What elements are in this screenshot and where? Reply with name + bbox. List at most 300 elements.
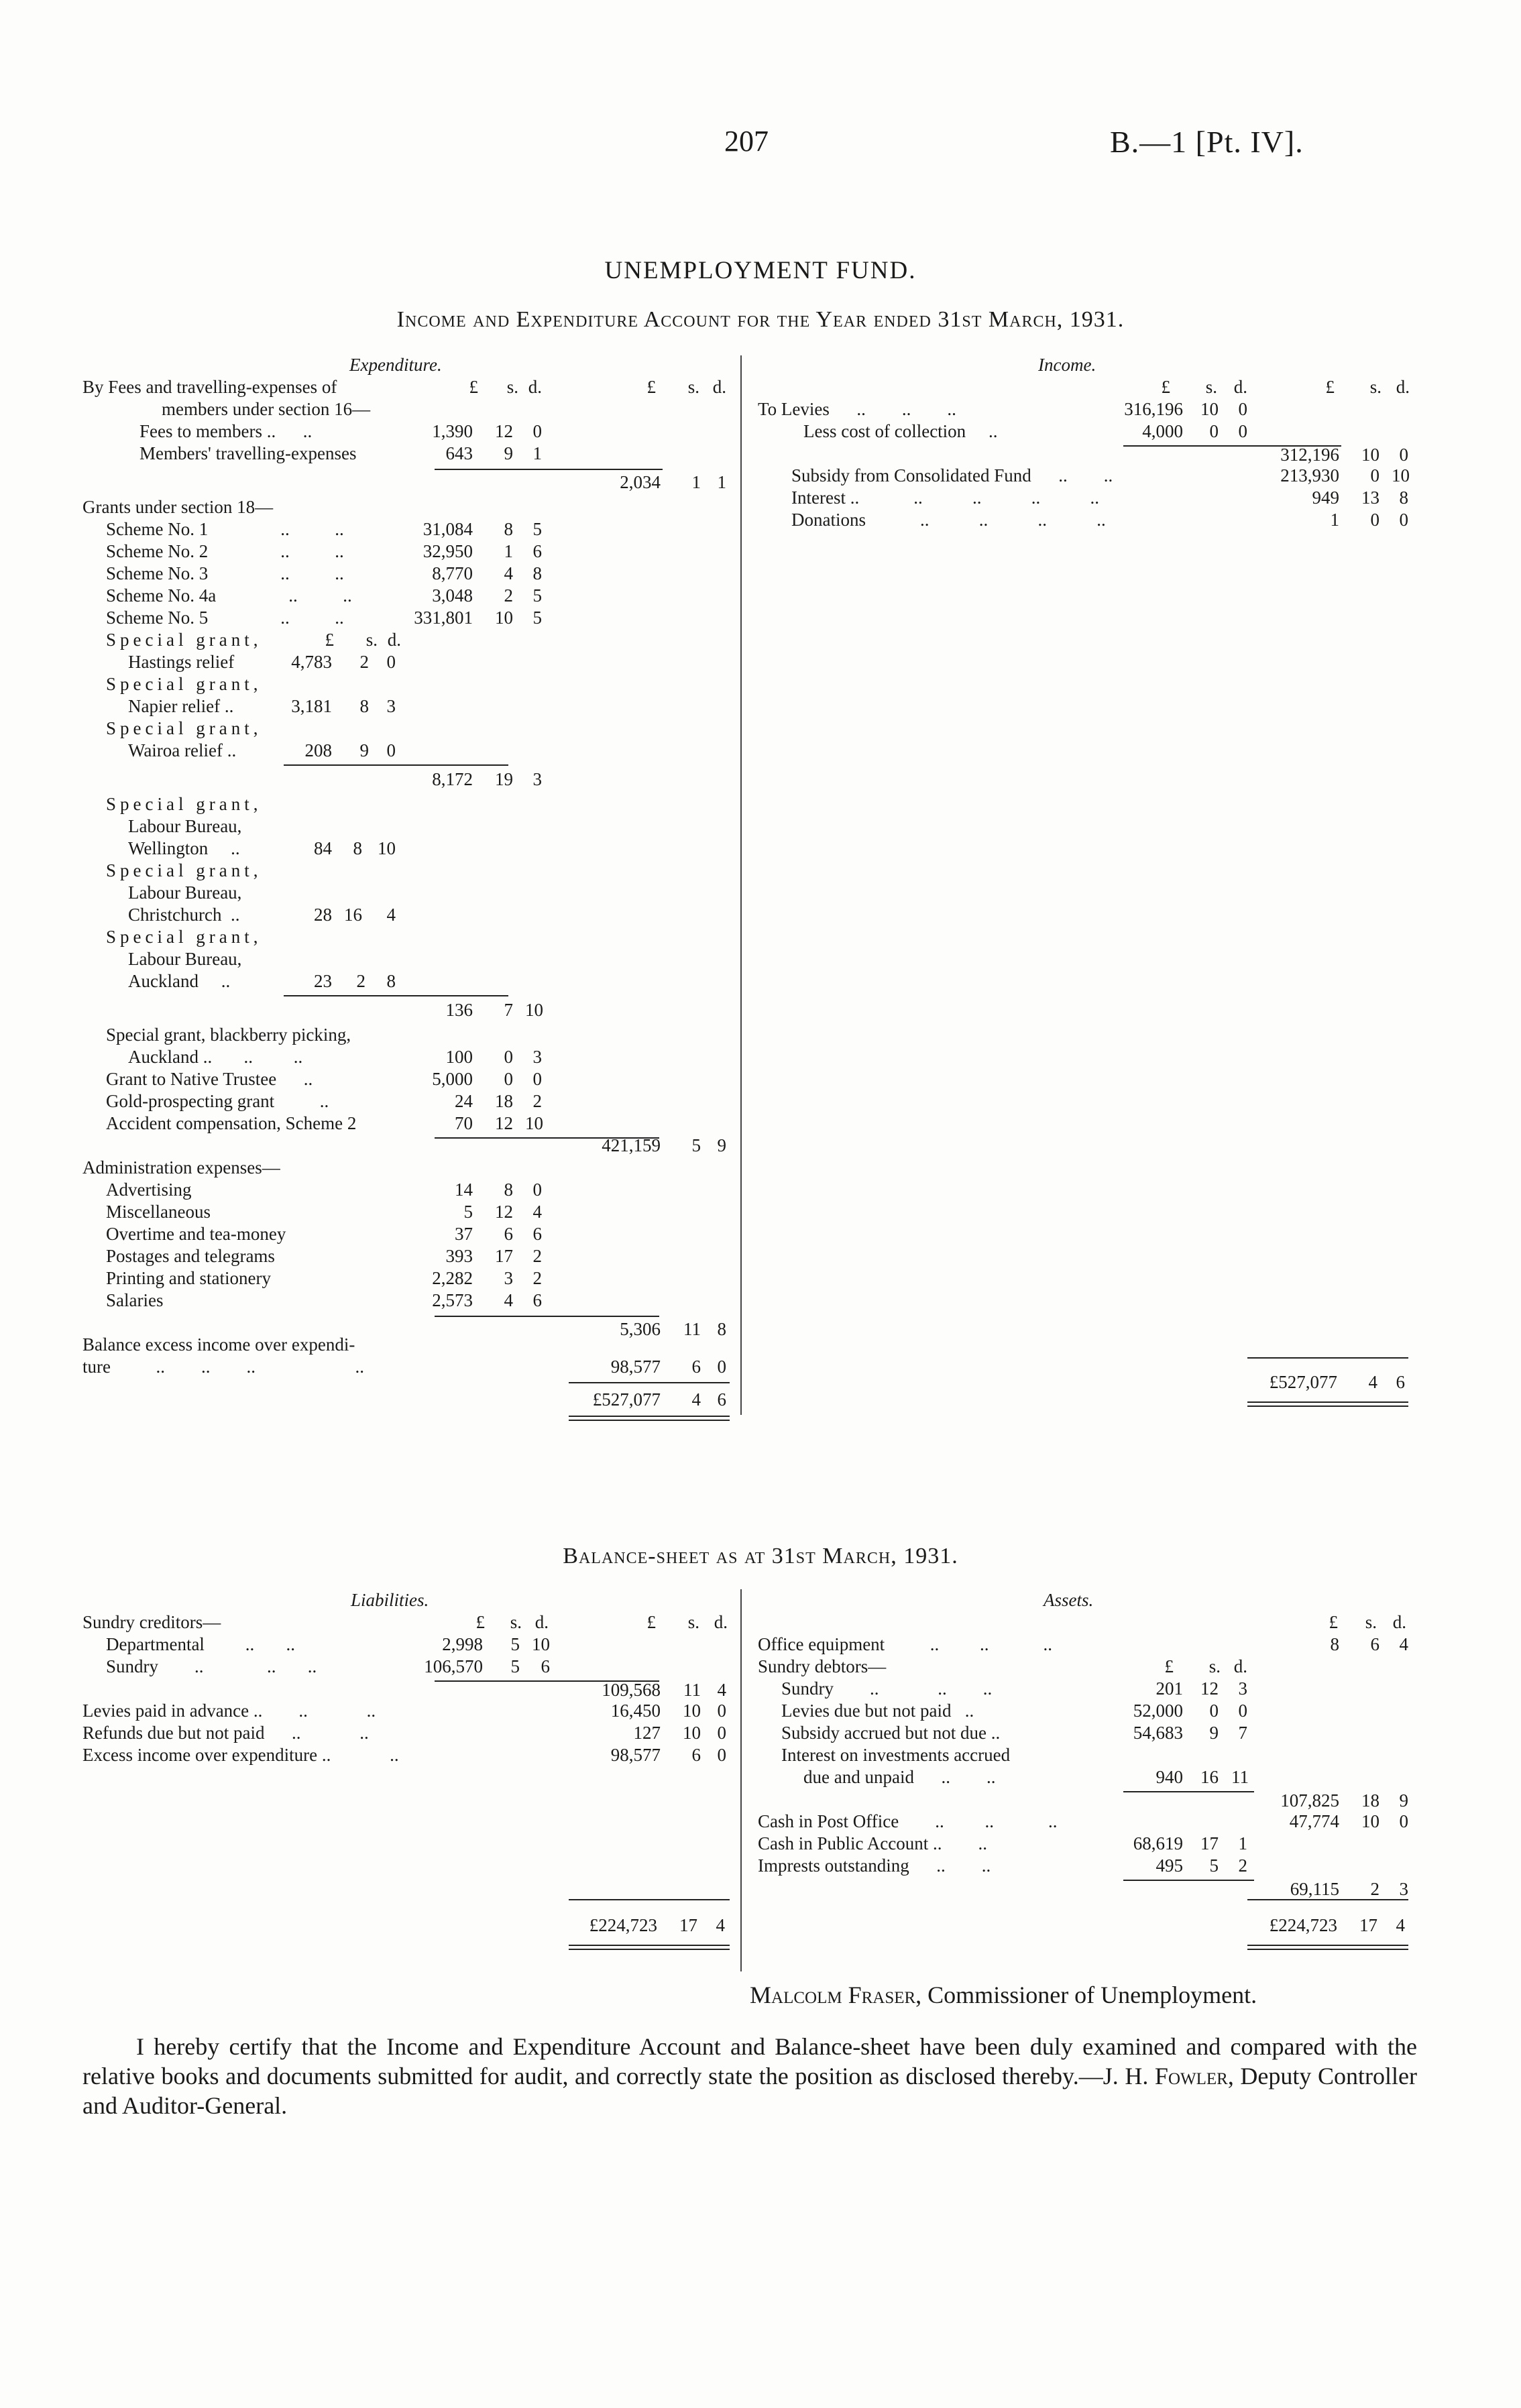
subtotal-l: 5,306 — [620, 1319, 661, 1339]
amount-d: 0 — [386, 652, 396, 672]
amount-d: 10 — [378, 838, 396, 858]
list-item — [82, 563, 740, 585]
amount-l: 1,390 — [432, 421, 473, 441]
amount-d: 6 — [532, 1290, 542, 1310]
amount-d: 5 — [532, 585, 542, 606]
amount-d: 0 — [1238, 1701, 1247, 1721]
amount-s: 0 — [504, 1069, 513, 1089]
cash-public-label: Cash in Public Account .. .. — [758, 1833, 987, 1853]
list-item — [82, 1179, 740, 1201]
amount-s: 1 — [504, 541, 513, 561]
donations-label: Donations .. .. .. .. — [791, 510, 1106, 530]
balance-l: 98,577 — [610, 1357, 661, 1377]
col-pence-1: d. — [1233, 377, 1247, 397]
col-pounds-2: £ — [1325, 377, 1335, 397]
amount-s: 13 — [1361, 488, 1379, 508]
fees-label-2: members under section 16— — [162, 399, 371, 419]
subtotal-d: 10 — [525, 1000, 543, 1020]
document-reference: B.—1 [Pt. IV]. — [1110, 125, 1304, 159]
list-item — [82, 540, 740, 563]
hastings-label: Hastings relief — [128, 652, 235, 672]
commissioner-signature — [750, 1981, 1257, 2009]
sg-col-l: £ — [325, 630, 334, 650]
subtotal-l: 69,115 — [1290, 1879, 1339, 1899]
sundry-label: Sundry .. .. .. — [106, 1656, 317, 1676]
amount-d: 7 — [1238, 1723, 1247, 1743]
total-rule — [569, 1899, 730, 1900]
amount-l: 54,683 — [1133, 1723, 1183, 1743]
special-grant-label: Special grant, — [106, 718, 262, 738]
subtotal-rule — [435, 1316, 659, 1317]
subsidy-label: Subsidy from Consolidated Fund .. .. — [791, 465, 1113, 485]
amount-l: 24 — [455, 1091, 473, 1111]
amount-s: 5 — [510, 1656, 520, 1676]
amount-d: 0 — [1238, 399, 1247, 419]
amount-s: 17 — [495, 1246, 513, 1266]
amount-d: 11 — [1231, 1767, 1249, 1787]
amount-s: 10 — [495, 608, 513, 628]
amount-s: 0 — [1209, 1701, 1219, 1721]
amount-s: 6 — [691, 1745, 701, 1765]
auckland-label: Auckland .. — [128, 971, 231, 991]
amount-d: 3 — [532, 1047, 542, 1067]
amount-l: 1 — [1330, 510, 1339, 530]
col-pence-2: d. — [714, 1612, 728, 1632]
amount-d: 3 — [1238, 1678, 1247, 1699]
levies-due-label: Levies due but not paid .. — [781, 1701, 974, 1721]
assets-section — [758, 1589, 1428, 1899]
amount-d: 3 — [386, 696, 396, 716]
total-rule — [569, 1382, 730, 1383]
col-pounds-2: £ — [646, 1612, 656, 1632]
amount-l: 4,783 — [291, 652, 332, 672]
amount-d: 6 — [541, 1656, 550, 1676]
list-item — [82, 1201, 740, 1223]
income-expenditure-title: Income and Expenditure Account for the Year ended 31st March, 1931. — [396, 307, 1125, 332]
native-trustee-label: Grant to Native Trustee .. — [106, 1069, 313, 1089]
labour-bureau-label: Labour Bureau, — [128, 882, 242, 903]
fund-title: UNEMPLOYMENT FUND. — [604, 257, 917, 284]
amount-l: 4,000 — [1142, 421, 1183, 441]
amount-l: 393 — [445, 1246, 473, 1266]
amount-s: 2 — [504, 585, 513, 606]
item-label: Scheme No. 5 .. .. — [106, 608, 344, 628]
amount-d: 1 — [532, 443, 542, 463]
amount-s: 8 — [504, 1180, 513, 1200]
amount-s: 10 — [1361, 1811, 1379, 1831]
sundry-debtors-label: Sundry debtors— — [758, 1656, 887, 1676]
fees-label-1: By Fees and travelling-expenses of — [82, 377, 337, 397]
amount-l: 31,084 — [422, 519, 473, 539]
wellington-label: Wellington .. — [128, 838, 240, 858]
sg-col-d: d. — [387, 630, 401, 650]
amount-d: 4 — [1399, 1634, 1408, 1654]
balance-label-2: ture .. .. .. .. — [82, 1357, 364, 1377]
napier-label: Napier relief .. — [128, 696, 234, 716]
grand-total-d: 6 — [1396, 1372, 1405, 1392]
blackberry-auckland-label: Auckland .. .. .. — [128, 1047, 303, 1067]
amount-l: 2,998 — [442, 1634, 483, 1654]
subtotal-rule — [284, 995, 508, 996]
amount-l: 106,570 — [424, 1656, 483, 1676]
levies-advance-label: Levies paid in advance .. .. .. — [82, 1701, 376, 1721]
amount-l: 3,181 — [291, 696, 332, 716]
amount-l: 127 — [633, 1723, 661, 1743]
amount-s: 16 — [344, 905, 362, 925]
grand-total-d: 4 — [716, 1915, 725, 1935]
assets-total-block — [1247, 1899, 1408, 1953]
amount-s: 9 — [359, 740, 369, 760]
amount-d: 0 — [717, 1701, 726, 1721]
col-pounds-1: £ — [475, 1612, 485, 1632]
amount-d: 8 — [1399, 488, 1408, 508]
amount-d: 8 — [532, 563, 542, 583]
item-label: Salaries — [106, 1290, 164, 1310]
amount-d: 4 — [386, 905, 396, 925]
members-travel-label: Members' travelling-expenses — [139, 443, 357, 463]
auditor-title: , Deputy Controller and Auditor-General. — [82, 2063, 1417, 2119]
amount-d: 2 — [532, 1268, 542, 1288]
admin-list — [82, 1179, 740, 1312]
subtotal-s: 10 — [1361, 445, 1379, 465]
col-pence-1: d. — [528, 377, 542, 397]
list-item — [82, 607, 740, 629]
amount-l: 5 — [463, 1202, 473, 1222]
amount-d: 0 — [386, 740, 396, 760]
amount-l: 28 — [314, 905, 332, 925]
subtotal-d: 0 — [1399, 445, 1408, 465]
special-grant-label: Special grant, — [106, 860, 262, 880]
col-pounds-1: £ — [469, 377, 478, 397]
amount-d: 0 — [532, 1180, 542, 1200]
total-double-rule — [1247, 1401, 1408, 1407]
amount-l: 23 — [314, 971, 332, 991]
amount-s: 3 — [504, 1268, 513, 1288]
col-shillings-1: s. — [510, 1612, 522, 1632]
amount-s: 12 — [1200, 1678, 1219, 1699]
subtotal-l: 107,825 — [1280, 1790, 1339, 1811]
amount-s: 8 — [353, 838, 362, 858]
item-label: Advertising — [106, 1180, 192, 1200]
page-number: 207 — [724, 125, 769, 158]
amount-l: 52,000 — [1133, 1701, 1183, 1721]
balance-label-1: Balance excess income over expendi- — [82, 1334, 355, 1355]
liabilities-total-block — [569, 1899, 730, 1953]
amount-d: 0 — [717, 1745, 726, 1765]
subtotal-l: 136 — [445, 1000, 473, 1020]
amount-s: 12 — [495, 1202, 513, 1222]
amount-s: 0 — [1209, 421, 1219, 441]
amount-l: 98,577 — [610, 1745, 661, 1765]
amount-l: 70 — [455, 1113, 473, 1133]
grand-total-l: £224,723 — [1269, 1915, 1337, 1935]
amount-d: 10 — [532, 1634, 550, 1654]
col-pence-2: d. — [712, 377, 726, 397]
col-shillings-2: s. — [687, 377, 699, 397]
col-pounds-2: £ — [1329, 1612, 1338, 1632]
amount-s: 5 — [510, 1634, 520, 1654]
amount-l: 68,619 — [1133, 1833, 1183, 1853]
total-double-rule — [569, 1416, 730, 1421]
subtotal-l: 312,196 — [1280, 445, 1339, 465]
grand-total-s: 17 — [1359, 1915, 1377, 1935]
balance-sheet-title: Balance-sheet as at 31st March, 1931. — [563, 1544, 958, 1568]
amount-s: 2 — [359, 652, 369, 672]
subtotal-d: 8 — [717, 1319, 726, 1339]
amount-d: 8 — [386, 971, 396, 991]
balance-d: 0 — [717, 1357, 726, 1377]
amount-s: 6 — [1370, 1634, 1379, 1654]
income-total-block — [1247, 1357, 1408, 1411]
amount-l: 16,450 — [610, 1701, 661, 1721]
amount-s: 12 — [495, 421, 513, 441]
amount-s: 2 — [356, 971, 365, 991]
list-item — [82, 1245, 740, 1267]
amount-l: 949 — [1312, 488, 1339, 508]
subtotal-d: 4 — [717, 1680, 726, 1700]
amount-l: 100 — [445, 1047, 473, 1067]
amount-l: 213,930 — [1280, 465, 1339, 485]
item-label: Scheme No. 2 .. .. — [106, 541, 344, 561]
col-shillings-1: s. — [1205, 377, 1217, 397]
subtotal-rule — [435, 469, 663, 470]
grand-total-l: £527,077 — [1269, 1372, 1337, 1392]
amount-l: 940 — [1156, 1767, 1183, 1787]
amount-d: 0 — [532, 421, 542, 441]
subtotal-s: 18 — [1361, 1790, 1379, 1811]
amount-l: 14 — [455, 1180, 473, 1200]
total-double-rule — [1247, 1945, 1408, 1950]
labour-bureau-label: Labour Bureau, — [128, 949, 242, 969]
col-shillings-2: s. — [687, 1612, 699, 1632]
list-item — [82, 1289, 740, 1312]
amount-s: 16 — [1200, 1767, 1219, 1787]
amount-d: 2 — [1238, 1855, 1247, 1876]
amount-l: 3,048 — [432, 585, 473, 606]
cash-post-office-label: Cash in Post Office .. .. .. — [758, 1811, 1058, 1831]
amount-l: 32,950 — [422, 541, 473, 561]
departmental-label: Departmental .. .. — [106, 1634, 295, 1654]
interest-investments-label: Interest on investments accrued — [781, 1745, 1011, 1765]
liabilities-section — [82, 1589, 740, 1766]
amount-s: 10 — [683, 1701, 701, 1721]
amount-s: 4 — [504, 563, 513, 583]
amount-d: 0 — [1399, 510, 1408, 530]
grand-total-d: 6 — [717, 1389, 726, 1410]
col-pence-1: d. — [1233, 1656, 1247, 1676]
imprests-label: Imprests outstanding .. .. — [758, 1855, 991, 1876]
grand-total-s: 17 — [679, 1915, 697, 1935]
blackberry-label: Special grant, blackberry picking, — [106, 1025, 351, 1045]
total-double-rule — [569, 1945, 730, 1950]
audit-certificate — [82, 2032, 1417, 2120]
amount-d: 6 — [532, 1224, 542, 1244]
item-label: Miscellaneous — [106, 1202, 211, 1222]
subtotal-rule — [284, 764, 508, 766]
amount-s: 9 — [504, 443, 513, 463]
amount-s: 18 — [495, 1091, 513, 1111]
subtotal-l: 109,568 — [602, 1680, 661, 1700]
amount-s: 4 — [504, 1290, 513, 1310]
sg-col-s: s. — [365, 630, 378, 650]
amount-s: 10 — [683, 1723, 701, 1743]
certificate-text: I hereby certify that the Income and Expenditure Account and Balance-sheet have been duly examined and compared with the relative books and documents submitted for audit, and correctly state the position as disclosed thereby.— — [82, 2033, 1417, 2089]
amount-s: 8 — [504, 519, 513, 539]
col-pounds-1: £ — [1164, 1656, 1174, 1676]
amount-d: 4 — [532, 1202, 542, 1222]
amount-l: 8,770 — [432, 563, 473, 583]
amount-l: 84 — [314, 838, 332, 858]
special-grant-label: Special grant, — [106, 927, 262, 947]
amount-l: 331,801 — [414, 608, 473, 628]
subtotal-rule — [1123, 1791, 1254, 1792]
amount-s: 10 — [1200, 399, 1219, 419]
subtotal-d: 3 — [1399, 1879, 1408, 1899]
amount-l: 495 — [1156, 1855, 1183, 1876]
balance-s: 6 — [691, 1357, 701, 1377]
office-equipment-label: Office equipment .. .. .. — [758, 1634, 1052, 1654]
col-pounds-2: £ — [646, 377, 656, 397]
fees-to-members-label: Fees to members .. .. — [139, 421, 313, 441]
amount-s: 12 — [495, 1113, 513, 1133]
amount-d: 2 — [532, 1091, 542, 1111]
list-item — [82, 1223, 740, 1245]
subtotal-s: 1 — [691, 472, 701, 492]
less-collection-label: Less cost of collection .. — [803, 421, 998, 441]
grand-total-s: 4 — [1368, 1372, 1377, 1392]
expenditure-heading: Expenditure. — [349, 355, 442, 375]
subtotal-d: 9 — [1399, 1790, 1408, 1811]
total-rule — [1247, 1899, 1408, 1900]
amount-d: 1 — [1238, 1833, 1247, 1853]
gold-label: Gold-prospecting grant .. — [106, 1091, 329, 1111]
column-divider — [740, 1589, 742, 1971]
amount-d: 2 — [532, 1246, 542, 1266]
income-section — [758, 354, 1428, 531]
christchurch-label: Christchurch .. — [128, 905, 240, 925]
accident-label: Accident compensation, Scheme 2 — [106, 1113, 357, 1133]
amount-d: 0 — [1238, 421, 1247, 441]
interest-due-label: due and unpaid .. .. — [803, 1767, 996, 1787]
grand-total-d: 4 — [1396, 1915, 1405, 1935]
amount-s: 17 — [1200, 1833, 1219, 1853]
assets-heading: Assets. — [1044, 1590, 1094, 1610]
amount-l: 2,573 — [432, 1290, 473, 1310]
subtotal-d: 1 — [717, 472, 726, 492]
income-heading: Income. — [1038, 355, 1096, 375]
subtotal-s: 7 — [504, 1000, 513, 1020]
signatory-title: , Commissioner of Unemployment. — [915, 1982, 1257, 2008]
asset-sundry-label: Sundry .. .. .. — [781, 1678, 993, 1699]
amount-l: 8 — [1330, 1634, 1339, 1654]
amount-l: 201 — [1156, 1678, 1183, 1699]
subtotal-l: 421,159 — [602, 1135, 661, 1155]
amount-l: 5,000 — [432, 1069, 473, 1089]
signatory-name: Malcolm Fraser — [750, 1982, 916, 2008]
special-grant-label: Special grant, — [106, 630, 262, 650]
admin-heading: Administration expenses— — [82, 1157, 280, 1178]
subtotal-d: 3 — [532, 769, 542, 789]
column-divider — [740, 355, 742, 1415]
interest-label: Interest .. .. .. .. .. — [791, 488, 1099, 508]
subtotal-s: 2 — [1370, 1879, 1379, 1899]
auditor-name: J. H. Fowler — [1103, 2063, 1228, 2089]
subtotal-s: 11 — [683, 1680, 701, 1700]
total-rule — [1247, 1357, 1408, 1359]
amount-s: 0 — [504, 1047, 513, 1067]
amount-l: 2,282 — [432, 1268, 473, 1288]
amount-l: 208 — [304, 740, 332, 760]
item-label: Scheme No. 1 .. .. — [106, 519, 344, 539]
grants-heading: Grants under section 18— — [82, 497, 274, 517]
amount-d: 6 — [532, 541, 542, 561]
subtotal-l: 8,172 — [432, 769, 473, 789]
amount-l: 37 — [455, 1224, 473, 1244]
item-label: Printing and stationery — [106, 1268, 271, 1288]
item-label: Postages and telegrams — [106, 1246, 275, 1266]
amount-d: 10 — [525, 1113, 543, 1133]
item-label: Overtime and tea-money — [106, 1224, 286, 1244]
sundry-creditors-label: Sundry creditors— — [82, 1612, 221, 1632]
col-pence-2: d. — [1396, 377, 1410, 397]
subtotal-s: 19 — [495, 769, 513, 789]
amount-d: 10 — [1392, 465, 1410, 485]
grand-total-s: 4 — [691, 1389, 701, 1410]
amount-d: 0 — [532, 1069, 542, 1089]
liabilities-heading: Liabilities. — [351, 1590, 429, 1610]
amount-s: 8 — [359, 696, 369, 716]
col-shillings-2: s. — [1365, 1612, 1377, 1632]
amount-l: 47,774 — [1289, 1811, 1339, 1831]
col-pounds-1: £ — [1161, 377, 1170, 397]
amount-d: 0 — [717, 1723, 726, 1743]
item-label: Scheme No. 3 .. .. — [106, 563, 344, 583]
subtotal-s: 5 — [691, 1135, 701, 1155]
special-grant-label: Special grant, — [106, 674, 262, 694]
amount-l: 643 — [445, 443, 473, 463]
list-item — [82, 518, 740, 540]
amount-s: 6 — [504, 1224, 513, 1244]
amount-s: 0 — [1370, 465, 1379, 485]
amount-d: 5 — [532, 608, 542, 628]
amount-s: 9 — [1209, 1723, 1219, 1743]
list-item — [82, 1267, 740, 1289]
wairoa-label: Wairoa relief .. — [128, 740, 237, 760]
labour-bureau-label: Labour Bureau, — [128, 816, 242, 836]
col-shillings-2: s. — [1369, 377, 1382, 397]
refunds-label: Refunds due but not paid .. .. — [82, 1723, 369, 1743]
levies-label: To Levies .. .. .. — [758, 399, 956, 419]
list-item — [82, 585, 740, 607]
col-shillings-1: s. — [1208, 1656, 1221, 1676]
grand-total-l: £527,077 — [592, 1389, 661, 1410]
amount-l: 316,196 — [1124, 399, 1183, 419]
amount-s: 5 — [1209, 1855, 1219, 1876]
subsidy-accrued-label: Subsidy accrued but not due .. — [781, 1723, 1001, 1743]
subtotal-d: 9 — [717, 1135, 726, 1155]
col-pence-2: d. — [1392, 1612, 1406, 1632]
subtotal-l: 2,034 — [620, 472, 661, 492]
subtotal-s: 11 — [683, 1319, 701, 1339]
col-shillings-1: s. — [506, 377, 518, 397]
amount-d: 0 — [1399, 1811, 1408, 1831]
amount-s: 0 — [1370, 510, 1379, 530]
special-grant-label: Special grant, — [106, 794, 262, 814]
item-label: Scheme No. 4a .. .. — [106, 585, 352, 606]
subtotal-rule — [1123, 1880, 1254, 1881]
expenditure-section — [82, 354, 740, 1410]
grand-total-l: £224,723 — [589, 1915, 657, 1935]
